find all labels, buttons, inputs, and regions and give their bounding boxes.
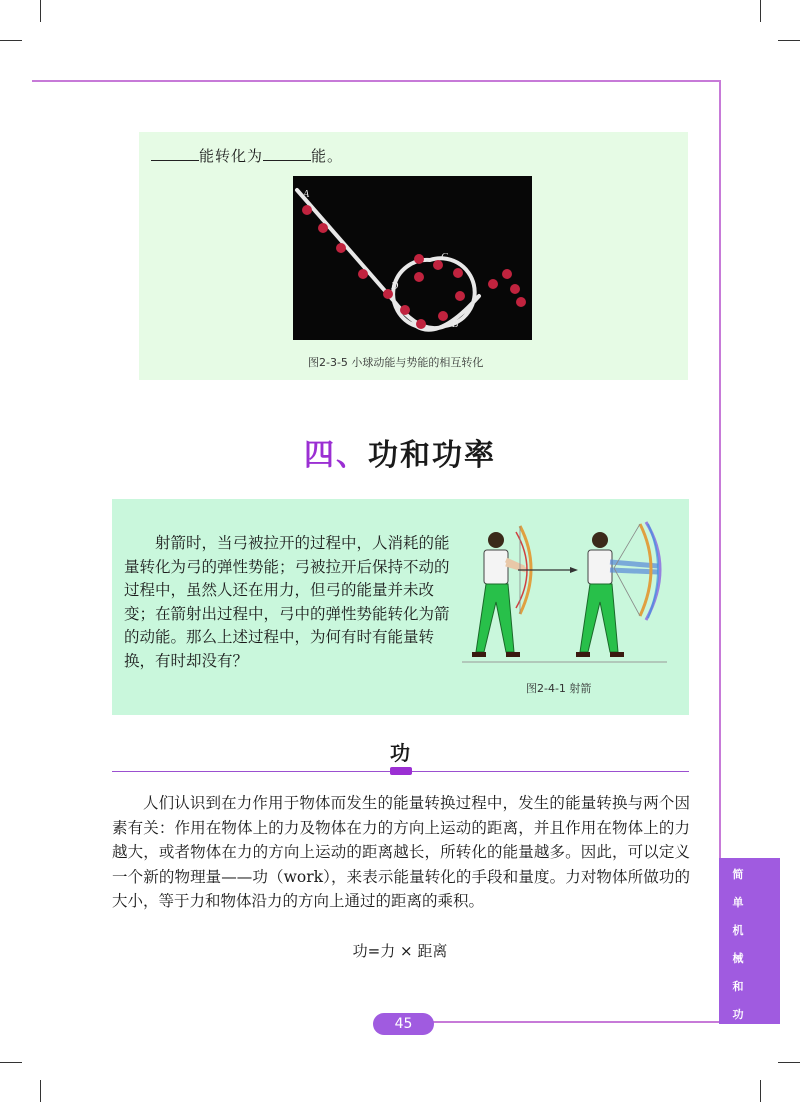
crop-mark (0, 1062, 22, 1063)
side-tab-char: 功 (732, 1008, 744, 1021)
section-heading (0, 430, 800, 474)
side-tab-char: 简 (732, 868, 744, 881)
chapter-side-tab (719, 858, 780, 1024)
label-b: B (452, 319, 459, 330)
answer-blank[interactable] (263, 146, 311, 161)
crop-mark (778, 1062, 800, 1063)
crop-mark (40, 1080, 41, 1102)
crop-mark (0, 40, 22, 41)
section-number: 四、 (304, 438, 368, 473)
archery-caption: 图2-4-1 射箭 (526, 682, 592, 695)
label-a: A (303, 189, 310, 200)
page-frame-top (32, 80, 720, 82)
fill-text-1: 能转化为 (199, 147, 264, 165)
figure-caption: 图2-3-5 小球动能与势能的相互转化 (308, 356, 484, 369)
ball-track-photo (293, 176, 532, 340)
label-c: C (441, 252, 448, 263)
ball-sequence (302, 205, 526, 329)
crop-mark (760, 1080, 761, 1102)
side-tab-char: 械 (732, 952, 744, 965)
side-tab-char: 和 (732, 980, 744, 993)
archery-illustration (462, 520, 667, 668)
track-path (297, 190, 479, 330)
fill-in-blank-question (151, 145, 343, 166)
subsection-title: 功 (390, 741, 410, 765)
body-paragraph: 人们认识到在力作用于物体而发生的能量转换过程中，发生的能量转换与两个因素有关：作用在物体上的力及物体在力的方向上运动的距离，并且作用在物体上的力越大，或者物体在力的方向上运动的距离越长，所转化的能量越多。因此，可以定义一个新的物理量——功（work），来表示能量转化的手段和量度。力对物体所做功的大小，等于力和物体沿力的方向上通过的距离的乘积。 (112, 794, 690, 910)
side-tab-char: 机 (732, 924, 744, 937)
crop-mark (778, 40, 800, 41)
subsection-marker (390, 767, 412, 775)
crop-mark (40, 0, 41, 22)
archer-figure-2 (576, 522, 660, 657)
side-tab-char: 单 (732, 896, 744, 909)
archer-figure-1 (472, 526, 578, 657)
answer-blank[interactable] (151, 146, 199, 161)
work-formula: 功=力 × 距离 (352, 942, 448, 960)
label-d: D (391, 281, 399, 292)
intro-paragraph: 射箭时，当弓被拉开的过程中，人消耗的能量转化为弓的弹性势能；弓被拉开后保持不动的过程中，虽然人还在用力，但弓的能量并未改变；在箭射出过程中，弓中的弹性势能转化为箭的动能。那么上述过程中，为何有时有能量转换，有时却没有？ (124, 534, 450, 670)
fill-text-2: 能。 (311, 147, 344, 165)
page-number: 45 (373, 1013, 434, 1035)
section-title-text: 功和功率 (368, 438, 496, 473)
loop-track-illustration (293, 176, 532, 340)
page-frame-bottom (430, 1021, 720, 1023)
crop-mark (760, 0, 761, 22)
